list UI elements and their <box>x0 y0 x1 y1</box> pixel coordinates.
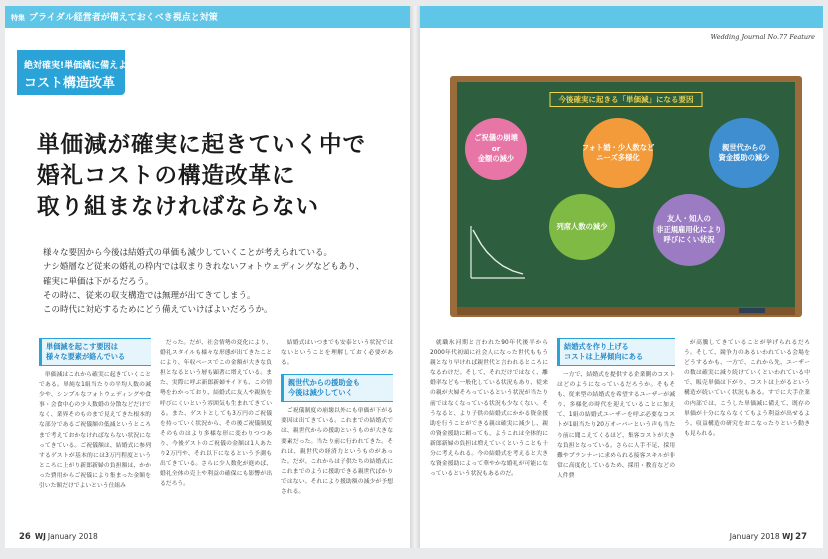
headline-line: 取り組まなければならない <box>37 194 320 220</box>
left-footer <box>19 532 98 542</box>
chalkboard-illustration <box>450 76 802 317</box>
circle-text: or <box>491 143 501 153</box>
left-page <box>5 6 410 548</box>
left-column-2 <box>160 338 272 538</box>
lede-line: ナシ婚層など従来の婚礼の枠内では収まりきれないフォトウェディングなどもあり、 <box>43 262 365 273</box>
heading-line: 今後は減少していく <box>288 388 353 398</box>
right-column-2-heading <box>557 338 675 366</box>
lede-line: 確実に単価は下がるだろう。 <box>43 276 154 287</box>
body-text: 単価減はこれから確実に起きていくことである。単純な1組当たりの平均人数の減少や、シンプルなフォトウェディングや食事・会食中心の少人数婚の分散などだけでなく、業界そのものまで見えてきた根本的な部分であるご祝儀額の低減というところまで考えておかなければならない状況になってきている。ご祝儀額は、結婚式に参列するゲストが基本的には3万円程度というところに上がり新郎新婦の負担額は、かかった費用からご祝儀により集まった金額を引いた額だけでよいという仕組み <box>39 372 151 490</box>
band-title: ブライダル経営者が備えておくべき視点と対策 <box>29 13 218 23</box>
heading-line: コストは上昇傾向にある <box>564 352 644 361</box>
left-column-3-heading <box>281 374 393 402</box>
lede <box>43 246 403 317</box>
chalkboard <box>457 82 795 307</box>
left-column-1 <box>39 338 151 538</box>
heading-line: 様々な要素が絡んでいる <box>46 352 126 361</box>
right-page <box>420 6 823 548</box>
right-footer <box>730 532 811 542</box>
factor-circle-blue <box>709 118 779 188</box>
circle-text: ニーズ多様化 <box>596 153 640 162</box>
circle-text: 金額の減少 <box>477 154 515 164</box>
heading-line: 単価減を起こす要因は <box>46 342 118 351</box>
lede-line: この時代に対応するためにどう備えていけばよいだろうか。 <box>43 305 273 316</box>
issue-date: January 2018 <box>729 532 780 541</box>
issue-date: January 2018 <box>47 532 98 541</box>
band-prefix: 特集 <box>11 14 25 22</box>
body-text: が高騰してきていることが挙げられるだろう。そして、競争力のあるいわれている会場をどうするかも、一方で、これから先、ユーザーの数は確実に減り続けていくといわれている中で、販売単価は下がり、コストは上がるという構造が続いていく状況もある。すでに大手企業の内部では、こうした単価減に備えて、既存の単価が十分にならなくてもよう利益が出せるよう、収益構造の研究をおこなったりという動きも見られる。 <box>684 340 810 437</box>
circle-text: 友人・知人の <box>667 214 711 224</box>
factor-circle-pink <box>465 118 527 180</box>
page-number: 26 <box>19 532 31 542</box>
section-tag-line1: 絶対確実!単価減に備えよ! <box>24 61 132 71</box>
journal-label: Wedding Journal No.77 Feature <box>710 33 815 41</box>
circle-text: 親世代からの <box>722 142 766 152</box>
circle-text: 呼びにくい状況 <box>663 235 715 245</box>
circle-text: 非正規雇用化により <box>656 224 722 234</box>
magazine-logo: WJ <box>34 532 46 541</box>
heading-line: 結婚式を作り上げる <box>564 342 629 351</box>
body-text: だった。だが、社会情勢の変化により、婚礼スタイルも様々な形態が出てきたことにより、年収ベースでこの金額が大きな負担となるという層も顕著に増えている。また、実際に呼ぶ新郎新婦サイドも、この情勢をわかっており、結婚式に友人や親族を呼びにくいという雰囲気も生まれてきている。また、ゲストとしても3万円のご祝儀を持っていく状況から、その後ご祝儀制度そのものはより多様な形に変わりつつあり、今後ゲストのご祝儀の金額は1人あたり2万円や、それ以下になるという予測も出てきている。さらに少人数化が進めば、婚礼全体の売上や利益の確保にも影響が出るだろう。 <box>160 340 272 488</box>
left-column-1-heading <box>39 338 151 366</box>
circle-text: ご祝儀の崩壊 <box>474 133 518 143</box>
right-column-3 <box>684 338 810 538</box>
header-band <box>5 6 410 28</box>
page-number: 27 <box>795 532 807 542</box>
magazine-logo: WJ <box>782 532 794 541</box>
lede-line: 様々な要因から今後は結婚式の単価も減少していくことが考えられている。 <box>43 248 333 258</box>
factor-circle-green <box>549 194 615 260</box>
page-gutter <box>410 6 420 548</box>
lede-line: その時に、従来の収支構造では無理が出てきてしまう。 <box>43 290 256 301</box>
circle-text: 資金援助の減少 <box>718 153 770 162</box>
heading-line: 親世代からの援助金も <box>288 378 360 388</box>
section-tag <box>17 50 132 95</box>
section-tag-line2: コスト構造改革 <box>24 76 116 91</box>
chalkboard-title: 今後確実に起きる「単価減」になる要因 <box>550 92 703 107</box>
right-column-2 <box>557 338 675 538</box>
circle-text: 列席人数の減少 <box>556 221 608 231</box>
headline-line: 婚礼コストの構造改革に <box>37 163 296 189</box>
body-text: 就職氷河期と言われた90年代後半から2000年代初頭に社会人になった世代ももう親となり早ければ親世代と言われるところになるわけだ。そして、それだけではなく、離婚率なども一般化している状況もあり、従来の親が夫婦そろっているという状況が当たり前ではなくなっている状況も少なくない。そうなると、より子供の結婚式にかかる資金援助を行うことができる親は確実に減少し、親の資金援助に頼っても、ようこれは全体的に新郎新婦の負担は増えていくということも十分に考えられる。今の結婚式を考えると大きな資金援助によって華やかな婚礼が可能になっているという状況もあるのだ。 <box>430 340 548 478</box>
circle-text: フォト婚・少人数など <box>581 142 655 152</box>
headline-line: 単価減が確実に起きていく中で <box>37 132 367 158</box>
factor-circle-orange <box>583 118 653 188</box>
factor-circle-purple <box>653 194 725 266</box>
body-text: 結婚式はいつまでも安泰という状況ではないということを理解しておく必要がある。 <box>281 340 393 367</box>
right-column-1 <box>430 338 548 538</box>
body-text: ご祝儀制度の崩壊以外にも単価が下がる要因は出てきている。これまでの結婚式では、親世代からの援助というものが大きな要素だった。当たり前に行われてきた。それは、親世代の経済力というものがあった。だが、これからは子供たちの結婚式にこれまでのように援助できる親世代ばかりではない。それにより援助額の減少が予想される。 <box>281 408 393 496</box>
left-column-3 <box>281 338 393 538</box>
header-band-right <box>420 6 823 28</box>
declining-graph-icon <box>467 222 527 282</box>
headline <box>37 130 407 223</box>
eraser-icon <box>739 308 765 313</box>
body-text: 一方で、結婚式を提供する企業側のコストはどのようになっているだろうか。そもそも、従来型の結婚式を希望するユーザーが減り、多様化の時代を迎えていることに加えて、1組の結婚式ユーザーを呼ぶ必要なコストが1組当たり20万オーバーという声も当たり前に聞こえてくるほど、集客コストが大きな負担となっている。さらに人手不足、採用難やプランナーに求められる接客スキルが非常に高度化しているため、採用・教育などの人件費 <box>557 372 675 479</box>
header-band-text <box>11 10 218 23</box>
